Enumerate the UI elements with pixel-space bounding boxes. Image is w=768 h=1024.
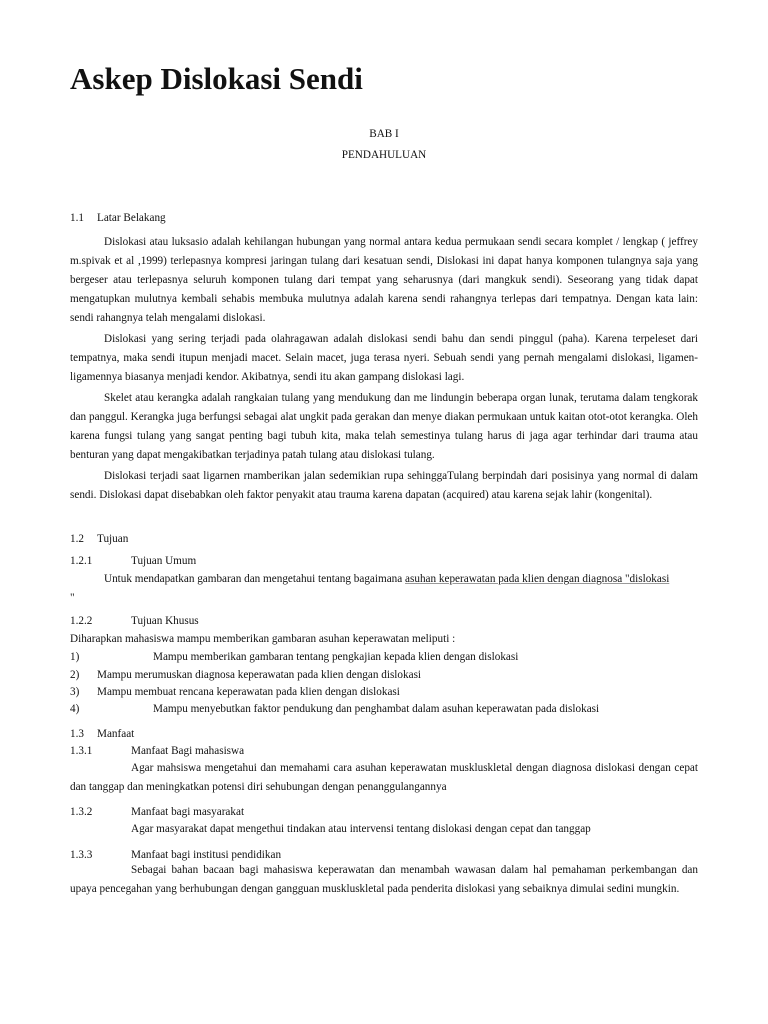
- section-1-3-1-body: [70, 759, 698, 797]
- text-span: Untuk mendapatkan gambaran dan mengetahui tentang bagaimana: [104, 573, 406, 585]
- text-span: ": [70, 592, 75, 604]
- section-1-3-2-body: Agar masyarakat dapat mengethui tindakan atau intervensi tentang dislokasi dengan cepat dan tanggap: [131, 823, 591, 835]
- section-number: 1.3.1: [70, 745, 93, 757]
- section-1-2-2-heading: [70, 614, 199, 628]
- paragraph: Skelet atau kerangka adalah rangkaian tulang yang mendukung dan me lindungin beberapa organ lunak, terutama dalam tengkorak dan panggul. Kerangka juga berfungsi sebagai alat ungkit pada gerakan dan menye diakan permukaan untuk kaitan otot-otot kerangka. Oleh karena fungsi tulang yang sangat penting bagi tubuh kita, maka telah semestinya tulang harus di jaga agar terhindar dari trauma atau benturan yang dapat mengakibatkan terjadinya patah tulang atau dislokasi tulang.: [70, 392, 698, 461]
- list-text: Mampu memberikan gambaran tentang pengkajian kepada klien dengan dislokasi: [153, 651, 519, 663]
- section-number: 1.3: [70, 728, 84, 740]
- chapter-label: BAB I: [369, 128, 399, 140]
- section-title: Manfaat: [97, 728, 135, 740]
- section-1-3-3-heading: [70, 848, 281, 862]
- paragraph: Sebagai bahan bacaan bagi mahasiswa keperawatan dan menambah wawasan dalam hal pemahaman perkembangan dan upaya pencegahan yang berhubungan dengan gangguan muskluskletal pada penderita dislokasi yang sebaiknya dimulai sedini mungkin.: [70, 864, 698, 895]
- list-number: 1): [70, 651, 80, 663]
- paragraph: Dislokasi terjadi saat ligarnen rnamberikan jalan sedemikian rupa sehinggaTulang berpindah dari posisinya yang normal di dalam sendi. Dislokasi dapat disebabkan oleh faktor penyakit atau trauma karena dapatan (acquired) atau karena sejak lahir (kongenital).: [70, 470, 698, 501]
- section-1-2-heading: [70, 532, 128, 546]
- section-title: Manfaat bagi masyarakat: [131, 806, 245, 818]
- section-1-3-3-body: [70, 861, 698, 899]
- list-text: Mampu membuat rencana keperawatan pada klien dengan dislokasi: [97, 686, 400, 698]
- paragraph: Dislokasi atau luksasio adalah kehilangan hubungan yang normal antara kedua permukaan sendi secara komplet / lengkap ( jeffrey m.spivak et al ,1999) terlepasnya kompresi jaringan tulang dari kesatuan sendi, Dislokasi ini dapat hanya komponen tulangnya saja yang bergeser atau terlepasnya seluruh komponen tulang dari tempat yang seharusnya (dari mangkuk sendi). Seseorang yang tidak dapat mengatupkan mulutnya kembali sehabis membuka mulutnya adalah karena sendi rahangnya terlepas dari tempatnya. Dengan kata lain: sendi rahangnya telah mengalami dislokasi.: [70, 236, 698, 324]
- section-1-1-heading: [70, 211, 166, 225]
- section-title: Latar Belakang: [97, 212, 166, 224]
- list-number: 2): [70, 669, 80, 681]
- section-number: 1.3.2: [70, 806, 93, 818]
- section-title: Manfaat Bagi mahasiswa: [131, 745, 245, 757]
- list-number: 3): [70, 686, 80, 698]
- section-title: Tujuan Umum: [131, 555, 197, 567]
- section-title: Tujuan: [97, 533, 129, 545]
- section-title: Manfaat bagi institusi pendidikan: [131, 849, 282, 861]
- section-1-1-body: [70, 233, 698, 505]
- section-number: 1.2: [70, 533, 84, 545]
- list-text: Mampu menyebutkan faktor pendukung dan penghambat dalam asuhan keperawatan pada dislokasi: [153, 703, 600, 715]
- chapter-title: PENDAHULUAN: [341, 149, 427, 161]
- section-1-3-heading: [70, 727, 134, 741]
- section-number: 1.3.3: [70, 849, 93, 861]
- list-number: 4): [70, 703, 80, 715]
- paragraph: Dislokasi yang sering terjadi pada olahragawan adalah dislokasi sendi bahu dan sendi pinggul (paha). Karena terpeleset dari tempatnya, maka sendi itupun menjadi macet. Selain macet, juga terasa nyeri. Sebuah sendi yang pernah mengalami dislokasi, ligamen-ligamennya biasanya menjadi kendor. Akibatnya, sendi itu akan gampang dislokasi lagi.: [70, 333, 698, 383]
- section-1-3-1-heading: [70, 744, 244, 758]
- underlined-phrase: asuhan keperawatan pada klien dengan diagnosa "dislokasi: [405, 573, 670, 585]
- objectives-intro: Diharapkan mahasiswa mampu memberikan gambaran asuhan keperawatan meliputi :: [70, 633, 456, 645]
- section-number: 1.2.1: [70, 555, 93, 567]
- section-1-2-1-heading: [70, 554, 196, 568]
- section-number: 1.1: [70, 212, 84, 224]
- paragraph: Agar mahsiswa mengetahui dan memahami cara asuhan keperawatan muskluskletal dengan diagnosa dislokasi dengan cepat dan tanggap dan meningkatkan potensi diri sehubungan dengan penanggulangannya: [70, 762, 698, 793]
- section-number: 1.2.2: [70, 615, 93, 627]
- section-1-2-1-body: [70, 570, 698, 608]
- paragraph: [70, 570, 698, 608]
- document-title: Askep Dislokasi Sendi: [70, 61, 363, 96]
- section-1-3-2-heading: [70, 805, 244, 819]
- section-title: Tujuan Khusus: [131, 615, 199, 627]
- list-text: Mampu merumuskan diagnosa keperawatan pada klien dengan dislokasi: [97, 669, 422, 681]
